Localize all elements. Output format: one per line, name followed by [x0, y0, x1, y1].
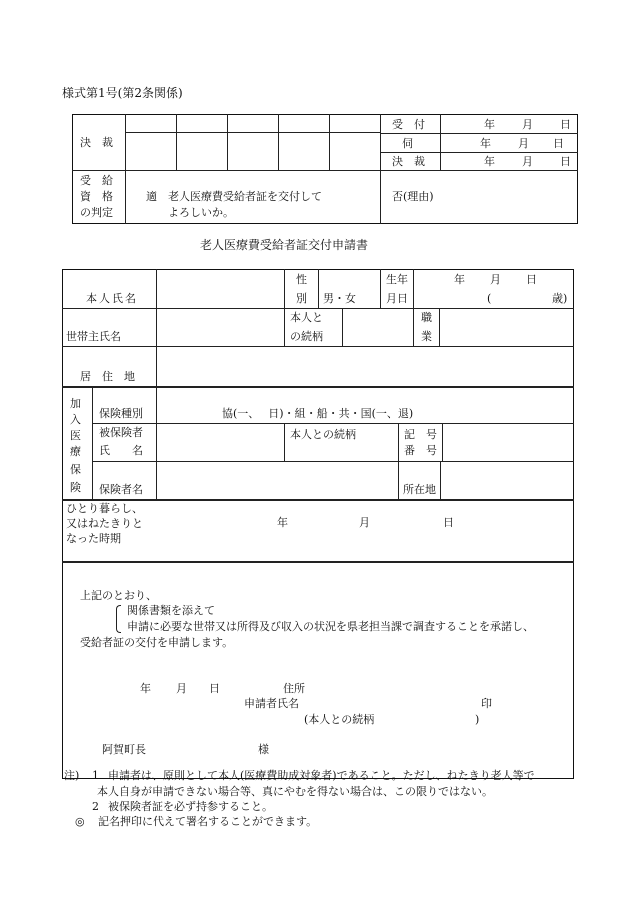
- date-month: 月: [518, 137, 529, 150]
- declaration-year: 年: [140, 682, 151, 695]
- applicant-signature-label: 申請者氏名: [244, 697, 299, 710]
- insurance-type-label: 保険種別: [99, 407, 143, 420]
- hi-reason: 否(理由): [392, 190, 434, 203]
- approval-table: [72, 114, 578, 224]
- note-1-line-1: 申請者は、原則として本人(医療費助成対象者)であること。ただし、ねたきり老人等で: [108, 769, 535, 782]
- notes-prefix: 注): [64, 769, 80, 782]
- insurance-group-4: 療: [70, 445, 81, 458]
- living-alone-day: 日: [443, 516, 454, 529]
- declaration-month: 月: [176, 682, 187, 695]
- insurance-type-value: 協(一、 日)・組・船・共・国(一、退): [222, 407, 414, 420]
- date-month: 月: [522, 155, 533, 168]
- date-year: 年: [480, 137, 491, 150]
- note-3-mark: ◎: [75, 815, 85, 828]
- gender-label-1: 性: [296, 273, 307, 286]
- uketsuke-label: 受 付: [392, 118, 425, 131]
- addressee: 阿賀町長: [102, 743, 146, 756]
- kigou-label-1: 記 号: [404, 428, 437, 441]
- birth-label-1: 生年: [386, 273, 408, 286]
- insured-relation-label: 本人との続柄: [290, 428, 356, 441]
- kessai-label: 決 裁: [80, 136, 113, 149]
- insurance-group-6: 険: [70, 481, 81, 494]
- birth-year: 年: [454, 273, 465, 286]
- address-label: 居 住 地: [80, 370, 135, 383]
- job-label-2: 業: [421, 330, 432, 343]
- judge-label-1: 受 給: [80, 174, 113, 187]
- date-day: 日: [560, 155, 571, 168]
- seal-mark: 印: [481, 697, 492, 710]
- applicant-name-label: 本人氏名: [86, 292, 138, 305]
- gender-label-2: 別: [296, 292, 307, 305]
- insurance-group-5: 保: [70, 463, 81, 476]
- age-open: (: [487, 292, 492, 305]
- form-number: 様式第1号(第2条関係): [62, 86, 183, 100]
- note-2-text: 被保険者証を必ず持参すること。: [108, 800, 273, 813]
- declaration-closing: 受給者証の交付を申請します。: [80, 636, 234, 649]
- date-year: 年: [484, 118, 495, 131]
- declaration-intro: 上記のとおり、: [80, 589, 157, 602]
- insurer-location-label: 所在地: [403, 483, 436, 496]
- household-label: 世帯主氏名: [66, 330, 121, 343]
- declaration-relation: (本人との続柄: [304, 713, 375, 726]
- living-alone-label-1: ひとり暮らし、: [66, 502, 143, 515]
- job-label-1: 職: [421, 311, 432, 324]
- insurance-group-1: 加: [70, 397, 81, 410]
- date-day: 日: [553, 137, 564, 150]
- addressee-sama: 様: [258, 743, 269, 756]
- living-alone-label-3: なった時期: [66, 532, 121, 545]
- tekigou-line-1: 適 老人医療費受給者証を交付して: [146, 190, 322, 203]
- date-month: 月: [522, 118, 533, 131]
- age-unit: 歳): [552, 292, 568, 305]
- insurance-group-3: 医: [70, 429, 81, 442]
- declaration-option-1: 関係書類を添えて: [127, 604, 215, 617]
- judge-label-3: の判定: [80, 206, 113, 219]
- date-day: 日: [560, 118, 571, 131]
- declaration-option-2: 申請に必要な世帯又は所得及び収入の状況を県老担当課で調査することを承諾し、: [127, 620, 534, 633]
- declaration-relation-close: ): [475, 713, 480, 726]
- declaration-day: 日: [209, 682, 220, 695]
- birth-label-2: 月日: [386, 292, 408, 305]
- note-1-number: 1: [92, 769, 99, 782]
- note-3-text: 記名押印に代えて署名することができます。: [98, 815, 318, 828]
- tekigou-line-2: よろしいか。: [168, 206, 234, 219]
- form-title: 老人医療費受給者証交付申請書: [200, 238, 369, 252]
- insured-label-2: 氏 名: [99, 444, 143, 457]
- living-alone-label-2: 又はねたきりと: [66, 517, 143, 530]
- insurer-label: 保険者名: [99, 483, 143, 496]
- date-year: 年: [484, 155, 495, 168]
- birth-month: 月: [490, 273, 501, 286]
- relation-label-1: 本人と: [290, 311, 323, 324]
- declaration-address-label: 住所: [283, 682, 305, 695]
- living-alone-month: 月: [359, 516, 370, 529]
- gender-value: 男・女: [323, 292, 356, 305]
- option-brace: [116, 605, 121, 633]
- birth-day: 日: [526, 273, 537, 286]
- insurance-group-2: 入: [70, 413, 81, 426]
- note-2-number: 2: [92, 800, 99, 813]
- judge-label-2: 資 格: [80, 190, 113, 203]
- kessai-row-label: 決 裁: [392, 155, 425, 168]
- insured-label-1: 被保険者: [99, 426, 143, 439]
- relation-label-2: の続柄: [290, 330, 323, 343]
- ukagai-label: 伺: [402, 137, 413, 150]
- living-alone-year: 年: [277, 516, 288, 529]
- kigou-label-2: 番 号: [404, 444, 437, 457]
- note-1-line-2: 本人自身が申請できない場合等、真にやむを得ない場合は、この限りではない。: [97, 785, 493, 798]
